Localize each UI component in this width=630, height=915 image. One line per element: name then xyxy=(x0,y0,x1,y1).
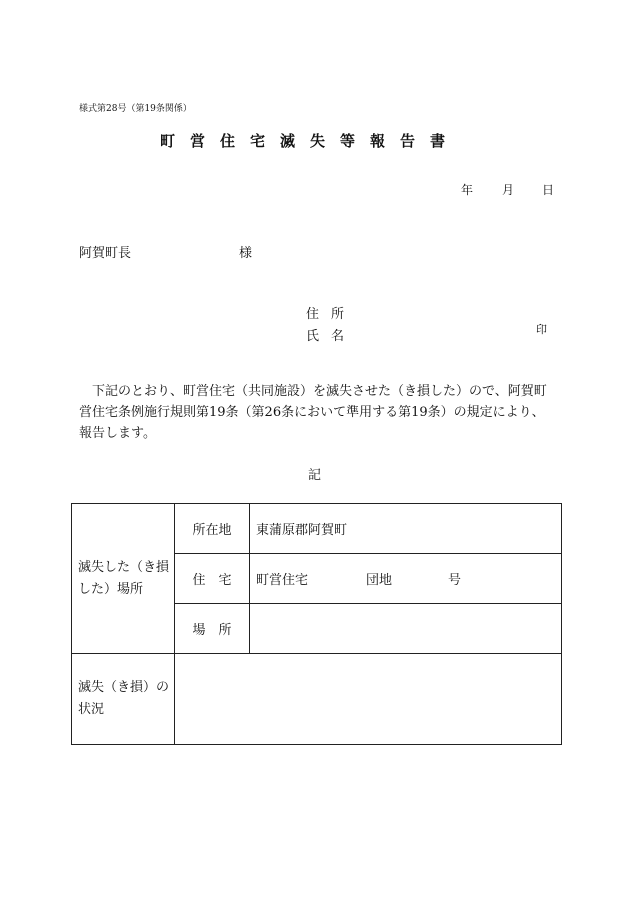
spot-label: 場所 xyxy=(175,604,250,654)
date-month-label: 月 xyxy=(502,183,515,197)
condition-header: 滅失（き損）の状況 xyxy=(72,654,175,745)
spot-value-field[interactable] xyxy=(250,604,562,654)
form-number: 様式第28号（第19条関係） xyxy=(79,104,192,114)
addressee: 阿賀町長 xyxy=(79,246,132,261)
place-header: 滅失した（き損した）場所 xyxy=(72,504,175,654)
seal-mark: 印 xyxy=(536,322,547,336)
honorific: 様 xyxy=(239,246,253,261)
condition-value-field[interactable] xyxy=(175,654,562,745)
location-label: 所在地 xyxy=(175,504,250,554)
housing-label: 住宅 xyxy=(175,554,250,604)
date-year-label: 年 xyxy=(461,183,474,197)
document-title: 町営住宅滅失等報告書 xyxy=(160,132,461,150)
ki-heading: 記 xyxy=(308,468,322,483)
report-table xyxy=(71,503,562,745)
address-label: 住所 xyxy=(306,307,357,322)
housing-value-danchi: 団地 xyxy=(366,573,393,588)
report-statement: 下記のとおり、町営住宅（共同施設）を滅失させた（き損した）ので、阿賀町営住宅条例施行規則第19条（第26条において準用する第19条）の規定により、報告します。 xyxy=(79,384,547,441)
location-value: 東蒲原郡阿賀町 xyxy=(250,504,562,554)
housing-value xyxy=(250,554,562,604)
date-day-label: 日 xyxy=(542,183,555,197)
housing-value-prefix: 町営住宅 xyxy=(256,573,309,588)
housing-value-go: 号 xyxy=(448,573,462,588)
name-label: 氏名 xyxy=(306,329,357,344)
